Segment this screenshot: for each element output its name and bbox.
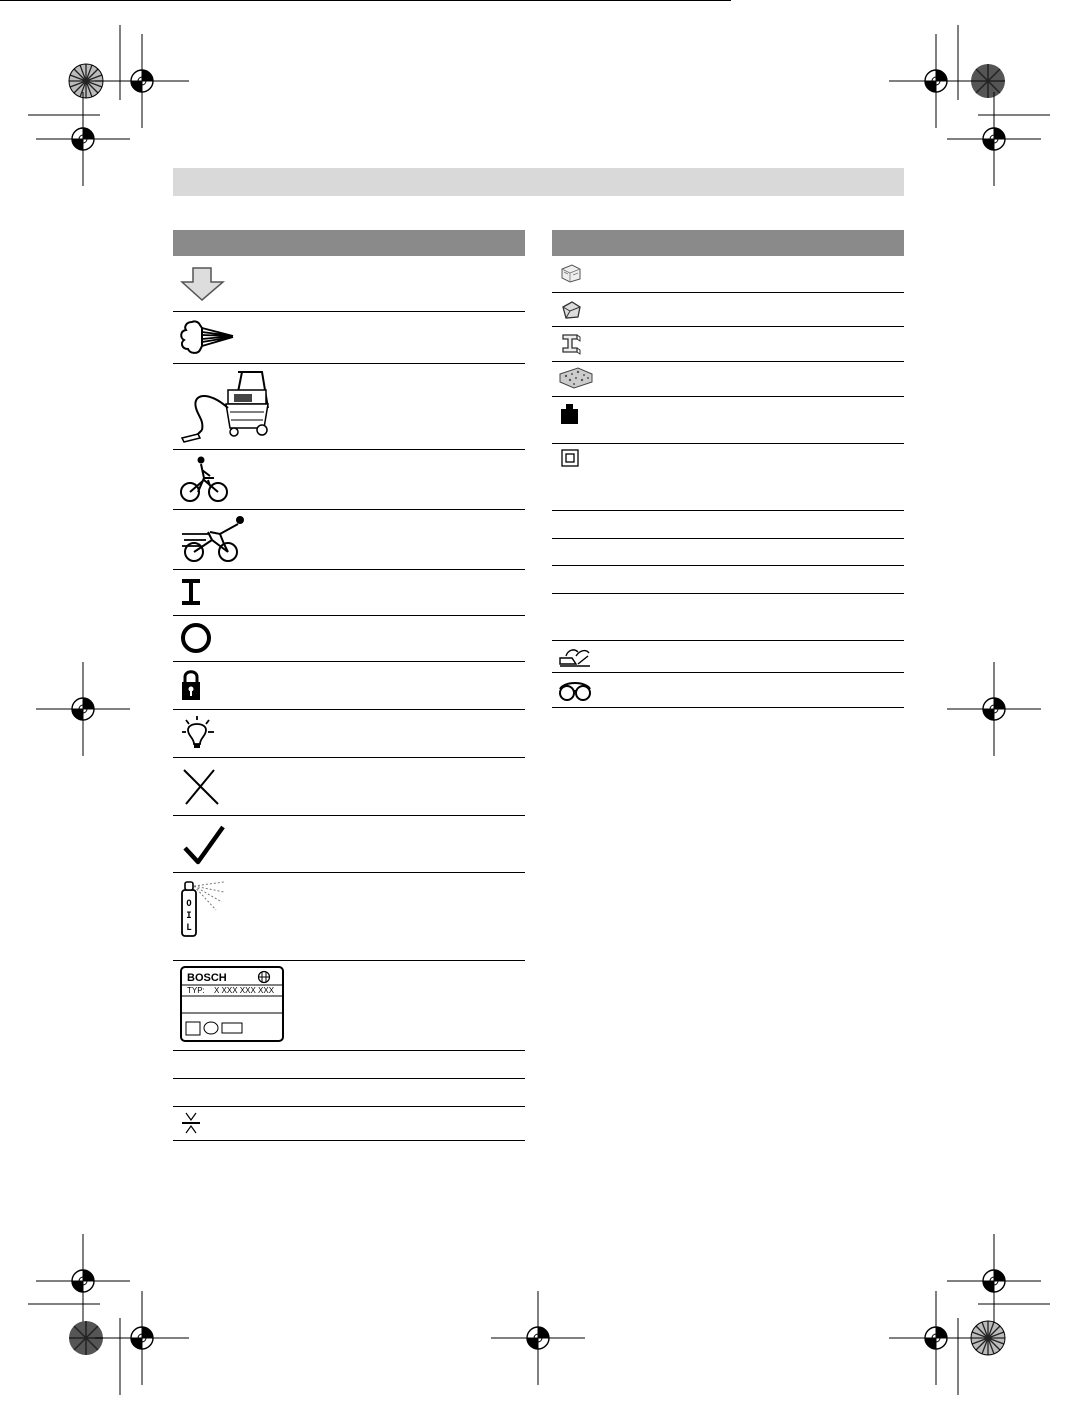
- row-divider: [173, 449, 525, 450]
- protection-class-icon: [561, 449, 579, 467]
- row-divider: [552, 707, 904, 708]
- nameplate-brand: BOSCH: [187, 972, 227, 984]
- checkmark-icon: [182, 824, 226, 866]
- row-divider: [173, 872, 525, 873]
- row-divider: [552, 565, 904, 566]
- row-divider: [552, 326, 904, 327]
- row-divider: [173, 815, 525, 816]
- oil-letter: L: [186, 923, 192, 933]
- oil-spray-icon: [178, 878, 228, 940]
- row-divider: [552, 361, 904, 362]
- row-divider: [552, 672, 904, 673]
- row-divider: [552, 593, 904, 594]
- row-divider: [552, 396, 904, 397]
- stone-material-icon: [558, 366, 594, 390]
- fast-cyclist-icon: [180, 514, 250, 564]
- row-divider: [173, 757, 525, 758]
- light-bulb-icon: [180, 716, 220, 752]
- right-table-header: [552, 230, 904, 256]
- row-divider: [173, 709, 525, 710]
- row-divider: [173, 1078, 525, 1079]
- cutting-icon: [558, 646, 592, 668]
- row-divider: [552, 538, 904, 539]
- row-divider: [173, 311, 525, 312]
- row-divider: [173, 960, 525, 961]
- row-divider: [552, 510, 904, 511]
- row-divider: [552, 292, 904, 293]
- steel-beam-icon: [560, 332, 582, 356]
- row-divider: [173, 1140, 525, 1141]
- header-bar: [173, 168, 904, 196]
- nameplate-icon: [180, 966, 284, 1042]
- row-divider: [173, 363, 525, 364]
- thickness-icon: [181, 1112, 201, 1134]
- air-blast-icon: [178, 318, 236, 358]
- row-divider: [173, 509, 525, 510]
- wood-material-icon: [560, 263, 582, 283]
- row-divider: [552, 443, 904, 444]
- arrow-down-icon: [180, 266, 226, 302]
- cyclist-icon: [180, 456, 230, 504]
- row-divider: [173, 1106, 525, 1107]
- safety-goggles-icon: [558, 679, 592, 703]
- weight-icon: [560, 403, 580, 425]
- on-symbol-icon: [180, 578, 204, 606]
- nameplate-type-value: X XXX XXX XXX: [214, 986, 275, 995]
- padlock-icon: [180, 668, 202, 702]
- oil-letter: O: [186, 899, 192, 909]
- left-table-header: [173, 230, 525, 256]
- row-divider: [173, 569, 525, 570]
- row-divider: [173, 615, 525, 616]
- row-divider: [173, 1050, 525, 1051]
- cross-icon: [182, 768, 220, 806]
- metal-material-icon: [560, 299, 582, 321]
- vacuum-cleaner-icon: [178, 368, 273, 444]
- row-divider: [552, 640, 904, 641]
- nameplate-type-label: TYP:: [187, 986, 205, 995]
- row-divider: [173, 661, 525, 662]
- oil-letter: I: [186, 911, 192, 921]
- off-symbol-icon: [180, 622, 212, 654]
